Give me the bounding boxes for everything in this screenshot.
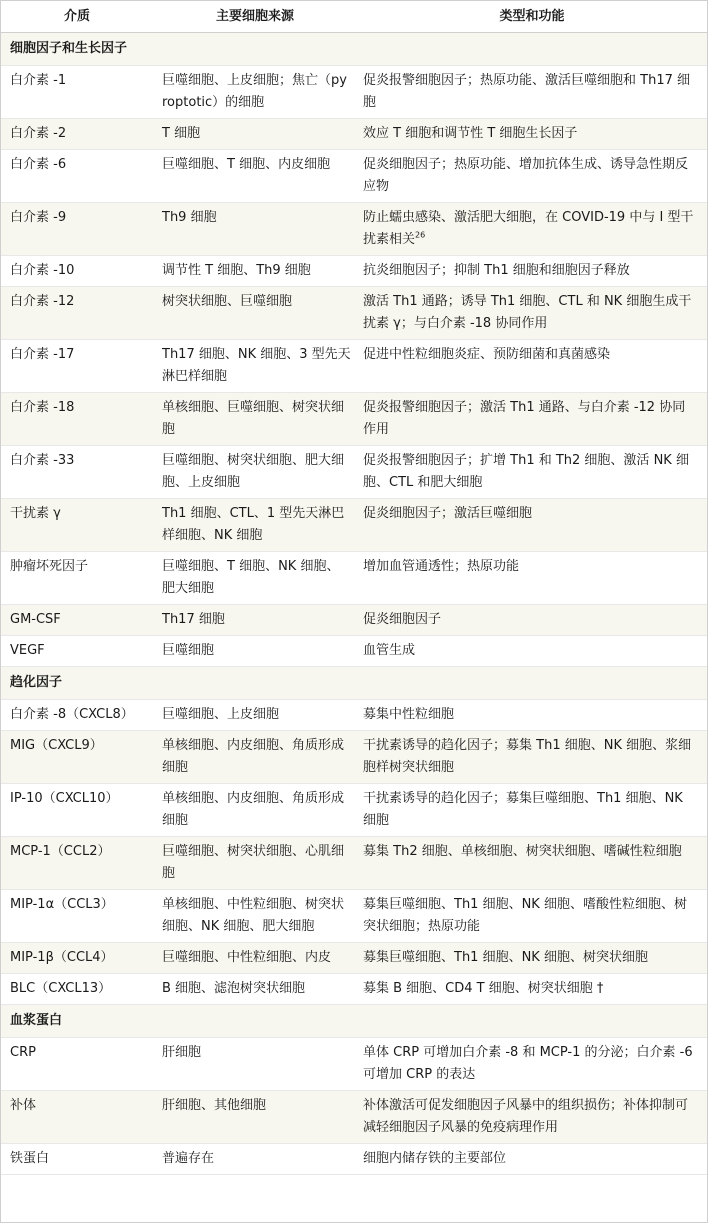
mediator-cell-text: VEGF [10, 643, 45, 658]
mediator-cell-text: 补体 [10, 1098, 37, 1113]
function-cell-text: 募集 Th2 细胞、单核细胞、树突状细胞、嗜碱性粒细胞 [363, 844, 682, 859]
mediator-cell [1, 340, 153, 393]
function-cell-text: 干扰素诱导的趋化因子；募集 Th1 细胞、NK 细胞、浆细胞样树突状细胞 [363, 738, 692, 775]
mediator-cell-text: 白介素 -6 [10, 157, 67, 172]
mediator-cell-text: 白介素 -9 [10, 210, 67, 225]
function-cell-text: 干扰素诱导的趋化因子；募集巨噬细胞、Th1 细胞、NK 细胞 [363, 791, 683, 828]
table-row [1, 552, 707, 605]
function-cell-text: 促进中性粒细胞炎症、预防细菌和真菌感染 [363, 347, 611, 362]
source-cell [153, 605, 357, 636]
mediator-cell-text: 铁蛋白 [10, 1151, 50, 1166]
mediator-cell [1, 393, 153, 446]
function-cell [357, 784, 707, 837]
table-row [1, 340, 707, 393]
mediator-cell [1, 784, 153, 837]
mediator-cell-text: MCP-1（CCL2） [10, 844, 111, 859]
mediator-cell [1, 119, 153, 150]
mediator-cell-text: MIP-1β（CCL4） [10, 950, 114, 965]
source-cell-text: Th1 细胞、CTL、1 型先天淋巴样细胞、NK 细胞 [162, 506, 345, 543]
source-cell-text: 巨噬细胞、树突状细胞、肥大细胞、上皮细胞 [162, 453, 345, 490]
table-row [1, 1038, 707, 1091]
mediator-cell [1, 1038, 153, 1091]
mediator-cell [1, 66, 153, 119]
source-cell-text: 调节性 T 细胞、Th9 细胞 [162, 263, 311, 278]
mediator-cell [1, 605, 153, 636]
mediator-cell [1, 837, 153, 890]
mediator-cell-text: BLC（CXCL13） [10, 981, 112, 996]
source-cell [153, 203, 357, 256]
source-cell [153, 974, 357, 1005]
source-cell-text: Th17 细胞 [162, 612, 225, 627]
function-cell-text: 效应 T 细胞和调节性 T 细胞生长因子 [363, 126, 578, 141]
mediator-cell-text: MIP-1α（CCL3） [10, 897, 114, 912]
source-cell-text: 巨噬细胞、T 细胞、NK 细胞、肥大细胞 [162, 559, 340, 596]
table-row [1, 66, 707, 119]
source-cell [153, 66, 357, 119]
source-cell [153, 256, 357, 287]
section-header-row [1, 1005, 707, 1038]
table-row [1, 499, 707, 552]
function-cell-text: 补体激活可促发细胞因子风暴中的组织损伤；补体抑制可减轻细胞因子风暴的免疫病理作用 [363, 1098, 689, 1135]
function-cell [357, 393, 707, 446]
function-cell-text: 防止蠕虫感染、激活肥大细胞，在 COVID-19 中与 I 型干扰素相关 [363, 210, 694, 247]
source-cell-text: 普遍存在 [162, 1151, 215, 1166]
source-cell [153, 119, 357, 150]
source-cell [153, 837, 357, 890]
header-function: 类型和功能 [357, 1, 707, 33]
function-cell [357, 287, 707, 340]
mediator-cell [1, 731, 153, 784]
reference-superscript: 26 [415, 230, 426, 240]
function-cell [357, 943, 707, 974]
function-cell-text: 募集巨噬细胞、Th1 细胞、NK 细胞、嗜酸性粒细胞、树突状细胞；热原功能 [363, 897, 687, 934]
mediator-cell [1, 974, 153, 1005]
mediator-cell [1, 890, 153, 943]
function-cell [357, 150, 707, 203]
mediator-cell-text: 白介素 -1 [10, 73, 67, 88]
source-cell-text: Th9 细胞 [162, 210, 217, 225]
mediator-cell [1, 256, 153, 287]
function-cell [357, 119, 707, 150]
function-cell [357, 636, 707, 667]
mediator-cell-text: 干扰素 γ [10, 506, 61, 521]
source-cell [153, 340, 357, 393]
source-cell-text: 肝细胞 [162, 1045, 202, 1060]
function-cell-text: 促炎细胞因子；热原功能、增加抗体生成、诱导急性期反应物 [363, 157, 689, 194]
source-cell [153, 393, 357, 446]
function-cell [357, 1091, 707, 1144]
function-cell [357, 203, 707, 256]
function-cell-text: 增加血管通透性；热原功能 [363, 559, 520, 574]
mediator-cell-text: 白介素 -17 [10, 347, 75, 362]
function-cell [357, 700, 707, 731]
mediator-cell-text: CRP [10, 1045, 36, 1060]
function-cell-text: 细胞内储存铁的主要部位 [363, 1151, 507, 1166]
mediator-cell-text: 白介素 -12 [10, 294, 75, 309]
function-cell [357, 605, 707, 636]
header-mediator: 介质 [1, 1, 153, 33]
function-cell [357, 837, 707, 890]
function-cell [357, 731, 707, 784]
mediator-cell-text: MIG（CXCL9） [10, 738, 103, 753]
source-cell [153, 890, 357, 943]
function-cell-text: 单体 CRP 可增加白介素 -8 和 MCP-1 的分泌；白介素 -6 可增加 CRP 的表达 [363, 1045, 693, 1082]
table-row [1, 943, 707, 974]
source-cell-text: 单核细胞、巨噬细胞、树突状细胞 [162, 400, 345, 437]
source-cell-text: B 细胞、滤泡树突状细胞 [162, 981, 306, 996]
function-cell-text: 促炎细胞因子 [363, 612, 442, 627]
function-cell-text: 募集巨噬细胞、Th1 细胞、NK 细胞、树突状细胞 [363, 950, 648, 965]
function-cell [357, 1144, 707, 1175]
source-cell [153, 731, 357, 784]
source-cell-text: 巨噬细胞 [162, 643, 215, 658]
table-row [1, 287, 707, 340]
section-title: 血浆蛋白 [1, 1005, 707, 1038]
source-cell-text: 巨噬细胞、上皮细胞 [162, 707, 280, 722]
table-row [1, 150, 707, 203]
source-cell [153, 1144, 357, 1175]
function-cell-text: 募集 B 细胞、CD4 T 细胞、树突状细胞 † [363, 981, 604, 996]
source-cell [153, 700, 357, 731]
function-cell [357, 499, 707, 552]
source-cell-text: 巨噬细胞、上皮细胞；焦亡（pyroptotic）的细胞 [162, 73, 347, 110]
function-cell [357, 890, 707, 943]
source-cell [153, 150, 357, 203]
function-cell [357, 552, 707, 605]
source-cell [153, 446, 357, 499]
mediator-cell [1, 1091, 153, 1144]
source-cell-text: 巨噬细胞、树突状细胞、心肌细胞 [162, 844, 345, 881]
mediator-cell-text: 白介素 -18 [10, 400, 75, 415]
section-header-row [1, 33, 707, 66]
source-cell-text: 单核细胞、内皮细胞、角质形成细胞 [162, 738, 345, 775]
source-cell-text: 树突状细胞、巨噬细胞 [162, 294, 293, 309]
function-cell [357, 66, 707, 119]
function-cell-text: 抗炎细胞因子；抑制 Th1 细胞和细胞因子释放 [363, 263, 630, 278]
mediator-cell-text: 白介素 -33 [10, 453, 75, 468]
table-row [1, 784, 707, 837]
mediator-cell [1, 446, 153, 499]
section-header-row [1, 667, 707, 700]
table-row [1, 731, 707, 784]
function-cell [357, 974, 707, 1005]
mediator-cell-text: GM-CSF [10, 612, 61, 627]
table-row [1, 1144, 707, 1175]
function-cell [357, 446, 707, 499]
mediator-cell [1, 203, 153, 256]
mediator-cell [1, 1144, 153, 1175]
table-row [1, 119, 707, 150]
table-row [1, 890, 707, 943]
mediator-cell-text: 白介素 -10 [10, 263, 75, 278]
source-cell-text: 单核细胞、中性粒细胞、树突状细胞、NK 细胞、肥大细胞 [162, 897, 345, 934]
source-cell-text: T 细胞 [162, 126, 201, 141]
mediator-cell [1, 700, 153, 731]
source-cell-text: Th17 细胞、NK 细胞、3 型先天淋巴样细胞 [162, 347, 351, 384]
table-row [1, 446, 707, 499]
mediator-cell [1, 943, 153, 974]
table-row [1, 636, 707, 667]
table-row [1, 837, 707, 890]
source-cell [153, 287, 357, 340]
source-cell [153, 943, 357, 974]
mediator-cell-text: 白介素 -8（CXCL8） [10, 707, 134, 722]
mediator-cell [1, 287, 153, 340]
source-cell [153, 499, 357, 552]
source-cell-text: 单核细胞、内皮细胞、角质形成细胞 [162, 791, 345, 828]
mediator-table [1, 1, 707, 1175]
function-cell [357, 256, 707, 287]
mediator-cell [1, 499, 153, 552]
table-row [1, 1091, 707, 1144]
mediator-cell [1, 150, 153, 203]
function-cell-text: 促炎报警细胞因子；热原功能、激活巨噬细胞和 Th17 细胞 [363, 73, 690, 110]
table-row [1, 605, 707, 636]
function-cell-text: 促炎报警细胞因子；扩增 Th1 和 Th2 细胞、激活 NK 细胞、CTL 和肥大细胞 [363, 453, 689, 490]
table-row [1, 700, 707, 731]
source-cell [153, 1091, 357, 1144]
table-row [1, 393, 707, 446]
table-row [1, 256, 707, 287]
table-row [1, 974, 707, 1005]
section-title: 趋化因子 [1, 667, 707, 700]
mediator-cell-text: 肿瘤坏死因子 [10, 559, 89, 574]
source-cell-text: 巨噬细胞、T 细胞、内皮细胞 [162, 157, 331, 172]
mediator-cell-text: 白介素 -2 [10, 126, 67, 141]
mediator-cell [1, 552, 153, 605]
function-cell-text: 募集中性粒细胞 [363, 707, 455, 722]
table-row [1, 203, 707, 256]
section-title: 细胞因子和生长因子 [1, 33, 707, 66]
function-cell-text: 促炎细胞因子；激活巨噬细胞 [363, 506, 533, 521]
source-cell [153, 636, 357, 667]
header-source: 主要细胞来源 [153, 1, 357, 33]
function-cell-text: 激活 Th1 通路；诱导 Th1 细胞、CTL 和 NK 细胞生成干扰素 γ；与白介素 -18 协同作用 [363, 294, 692, 331]
function-cell-text: 血管生成 [363, 643, 416, 658]
source-cell-text: 巨噬细胞、中性粒细胞、内皮 [162, 950, 332, 965]
source-cell-text: 肝细胞、其他细胞 [162, 1098, 267, 1113]
mediator-cell-text: IP-10（CXCL10） [10, 791, 119, 806]
source-cell [153, 1038, 357, 1091]
function-cell [357, 1038, 707, 1091]
table-header-row [1, 1, 707, 33]
function-cell-text: 促炎报警细胞因子；激活 Th1 通路、与白介素 -12 协同作用 [363, 400, 686, 437]
function-cell [357, 340, 707, 393]
source-cell [153, 784, 357, 837]
mediator-cell [1, 636, 153, 667]
table-body [1, 33, 707, 1175]
source-cell [153, 552, 357, 605]
